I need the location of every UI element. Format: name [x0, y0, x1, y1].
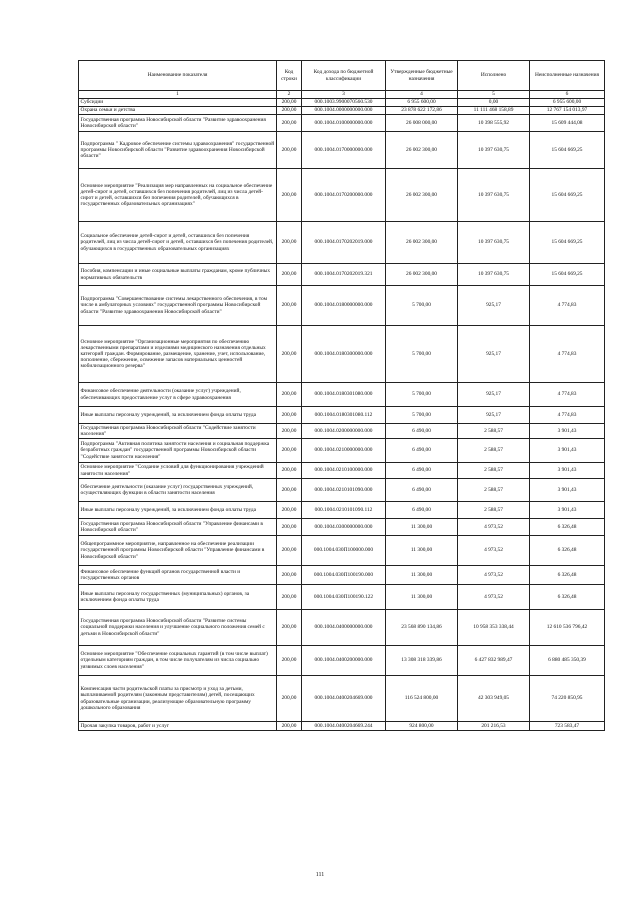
row-name-cell: Субсидии — [79, 99, 277, 107]
row-approved-cell: 6 490,00 — [386, 479, 458, 502]
row-income-code-cell: 000.1004.0170202019.321 — [302, 264, 386, 286]
row-name-cell: Компенсация части родительской платы за присмотр и уход за детьми, выплачиваемой родителям (законным представителям) детей, посещающих образовательные организации, реализующие образовательную программу дошкольного образования — [79, 676, 277, 722]
table-row — [79, 326, 605, 383]
row-name-cell: Государственная программа Новосибирской области "Управление финансами в Новосибирской области" — [79, 519, 277, 536]
row-approved-cell: 924 800,00 — [386, 722, 458, 731]
row-name-cell: Иные выплаты персоналу учреждений, за исключением фонда оплаты труда — [79, 502, 277, 519]
row-approved-cell: 5 700,00 — [386, 286, 458, 326]
row-executed-cell: 10 958 353 338,44 — [458, 610, 530, 646]
row-unexecuted-cell: 6 326,48 — [530, 519, 605, 536]
column-number: 6 — [530, 91, 605, 99]
row-name-cell: Пособия, компенсации и иные социальные выплаты гражданам, кроме публичных нормативных обязательств — [79, 264, 277, 286]
row-unexecuted-cell: 15 604 669,25 — [530, 132, 605, 169]
row-name-cell: Общепрограммное мероприятие, направленное на обеспечение реализации государственной программы Новосибирской области "Управление финансами в Новосибирской области" — [79, 536, 277, 566]
column-number: 4 — [386, 91, 458, 99]
row-line-code-cell: 200,00 — [277, 424, 302, 439]
row-name-cell: Охрана семьи и детства — [79, 107, 277, 115]
row-income-code-cell: 000.1004.030П100190.122 — [302, 585, 386, 610]
row-executed-cell: 2 588,57 — [458, 479, 530, 502]
table-row — [79, 536, 605, 566]
row-income-code-cell: 000.1004.0400200000.000 — [302, 646, 386, 676]
table-row — [79, 439, 605, 463]
header-approved: Утвержденные бюджетные назначения — [386, 61, 458, 91]
row-approved-cell: 26 002 300,00 — [386, 264, 458, 286]
row-line-code-cell: 200,00 — [277, 132, 302, 169]
row-approved-cell: 11 300,00 — [386, 519, 458, 536]
table-row — [79, 722, 605, 731]
row-approved-cell: 6 490,00 — [386, 424, 458, 439]
table-row — [79, 222, 605, 264]
header-unexecuted: Неисполненные назначения — [530, 61, 605, 91]
row-income-code-cell: 000.1004.0210101090.112 — [302, 502, 386, 519]
row-line-code-cell: 200,00 — [277, 383, 302, 407]
row-executed-cell: 4 973,52 — [458, 585, 530, 610]
row-name-cell: Основное мероприятие "Создание условий для функционирования учреждений занятости населения" — [79, 463, 277, 479]
row-unexecuted-cell: 12 767 154 013,97 — [530, 107, 605, 115]
row-unexecuted-cell: 3 901,43 — [530, 439, 605, 463]
column-number: 3 — [302, 91, 386, 99]
header-income-code: Код дохода по бюджетной классификации — [302, 61, 386, 91]
row-income-code-cell: 000.1004.0300000000.000 — [302, 519, 386, 536]
row-income-code-cell: 000.1004.0210000000.000 — [302, 439, 386, 463]
table-row — [79, 479, 605, 502]
row-name-cell: Основное мероприятие "Обеспечение социальных гарантий (в том числе выплат) отдельным категориям граждан, в том числе получателям из числа социально уязвимых слоев населения" — [79, 646, 277, 676]
row-unexecuted-cell: 3 901,43 — [530, 463, 605, 479]
row-income-code-cell: 000.1004.0200000000.000 — [302, 424, 386, 439]
table-row — [79, 383, 605, 407]
row-approved-cell: 23 878 622 172,86 — [386, 107, 458, 115]
row-line-code-cell: 200,00 — [277, 264, 302, 286]
row-line-code-cell: 200,00 — [277, 115, 302, 132]
row-approved-cell: 26 002 300,00 — [386, 169, 458, 222]
column-number-row — [79, 91, 605, 99]
row-income-code-cell: 000.1004.0000000000.000 — [302, 107, 386, 115]
row-line-code-cell: 200,00 — [277, 107, 302, 115]
table-row — [79, 610, 605, 646]
row-income-code-cell: 000.1004.0180301080.000 — [302, 383, 386, 407]
row-executed-cell: 925,17 — [458, 326, 530, 383]
row-income-code-cell: 000.1003.9900070560.530 — [302, 99, 386, 107]
table-row — [79, 264, 605, 286]
row-executed-cell: 10 397 630,75 — [458, 222, 530, 264]
row-unexecuted-cell: 6 955 600,00 — [530, 99, 605, 107]
row-income-code-cell: 000.1004.0210100000.000 — [302, 463, 386, 479]
row-income-code-cell: 000.1004.0170000000.000 — [302, 132, 386, 169]
page-number: 111 — [315, 872, 325, 878]
row-executed-cell: 10 397 630,75 — [458, 169, 530, 222]
row-name-cell: Основное мероприятие "Реализация мер направленных на социальное обеспечение детей-сирот и детей, оставшихся без попечения родителей, лиц из числа детей-сирот и детей, оставшихся без попечения родителей, обучающихся в государственных образовательных организациях" — [79, 169, 277, 222]
row-executed-cell: 10 398 555,92 — [458, 115, 530, 132]
row-approved-cell: 5 700,00 — [386, 383, 458, 407]
row-name-cell: Финансовое обеспечение деятельности (оказание услуг) учреждений, обеспечивающих предоставление услуг в сфере здравоохранения — [79, 383, 277, 407]
row-line-code-cell: 200,00 — [277, 502, 302, 519]
table-row — [79, 286, 605, 326]
row-name-cell: Прочая закупка товаров, работ и услуг — [79, 722, 277, 731]
row-name-cell: Основное мероприятие "Организационные мероприятия по обеспечению лекарственными препаратами и изделиями медицинского назначения отдельных категорий граждан. Формирование, размещение, хранение, учет, использование, пополнение, сбережение, освежение запасов материальных ценностей мобилизационного резерва" — [79, 326, 277, 383]
table-row — [79, 107, 605, 115]
row-executed-cell: 2 588,57 — [458, 439, 530, 463]
row-line-code-cell: 200,00 — [277, 479, 302, 502]
row-income-code-cell: 000.1004.0170200000.000 — [302, 169, 386, 222]
row-name-cell: Государственная программа Новосибирской области "Развитие системы социальной поддержки населения и улучшение социального положения семей с детьми в Новосибирской области" — [79, 610, 277, 646]
table-row — [79, 646, 605, 676]
row-approved-cell: 6 955 600,00 — [386, 99, 458, 107]
row-approved-cell: 26 002 300,00 — [386, 132, 458, 169]
column-number: 2 — [277, 91, 302, 99]
row-executed-cell: 201 216,53 — [458, 722, 530, 731]
row-unexecuted-cell: 3 901,43 — [530, 479, 605, 502]
row-unexecuted-cell: 6 326,48 — [530, 585, 605, 610]
budget-execution-table — [78, 60, 605, 731]
row-income-code-cell: 000.1004.030П100190.000 — [302, 566, 386, 585]
row-name-cell: Иные выплаты персоналу учреждений, за исключением фонда оплаты труда — [79, 407, 277, 424]
column-number: 1 — [79, 91, 277, 99]
row-line-code-cell: 200,00 — [277, 566, 302, 585]
table-row — [79, 132, 605, 169]
row-income-code-cell: 000.1004.0100000000.000 — [302, 115, 386, 132]
row-unexecuted-cell: 3 901,43 — [530, 424, 605, 439]
row-executed-cell: 10 397 630,75 — [458, 264, 530, 286]
row-name-cell: Подпрограмма "Совершенствование системы лекарственного обеспечения, в том числе в амбулаторных условиях" государственной программы Новосибирской области "Развитие здравоохранения Новосибирской области" — [79, 286, 277, 326]
row-line-code-cell: 200,00 — [277, 326, 302, 383]
row-executed-cell: 6 427 832 989,47 — [458, 646, 530, 676]
row-income-code-cell: 000.1004.0170202019.000 — [302, 222, 386, 264]
row-unexecuted-cell: 15 609 444,08 — [530, 115, 605, 132]
row-line-code-cell: 200,00 — [277, 439, 302, 463]
row-income-code-cell: 000.1004.030П100000.000 — [302, 536, 386, 566]
table-row — [79, 115, 605, 132]
row-approved-cell: 5 700,00 — [386, 326, 458, 383]
row-executed-cell: 4 973,52 — [458, 519, 530, 536]
row-line-code-cell: 200,00 — [277, 519, 302, 536]
row-unexecuted-cell: 6 326,48 — [530, 536, 605, 566]
row-executed-cell: 925,17 — [458, 286, 530, 326]
row-line-code-cell: 200,00 — [277, 169, 302, 222]
header-executed: Исполнено — [458, 61, 530, 91]
row-approved-cell: 23 568 890 134,86 — [386, 610, 458, 646]
row-line-code-cell: 200,00 — [277, 722, 302, 731]
row-unexecuted-cell: 3 901,43 — [530, 502, 605, 519]
row-line-code-cell: 200,00 — [277, 463, 302, 479]
row-name-cell: Государственная программа Новосибирской области "Развитие здравоохранения Новосибирской области" — [79, 115, 277, 132]
row-line-code-cell: 200,00 — [277, 222, 302, 264]
table-row — [79, 99, 605, 107]
row-name-cell: Финансовое обеспечение функций органов государственной власти и государственных органов — [79, 566, 277, 585]
table-row — [79, 566, 605, 585]
column-number: 5 — [458, 91, 530, 99]
row-approved-cell: 6 490,00 — [386, 463, 458, 479]
table-row — [79, 519, 605, 536]
table-row — [79, 169, 605, 222]
row-approved-cell: 11 300,00 — [386, 536, 458, 566]
row-unexecuted-cell: 12 610 536 796,42 — [530, 610, 605, 646]
row-executed-cell: 2 588,57 — [458, 463, 530, 479]
row-executed-cell: 4 973,52 — [458, 566, 530, 585]
row-line-code-cell: 200,00 — [277, 610, 302, 646]
row-unexecuted-cell: 6 326,48 — [530, 566, 605, 585]
row-approved-cell: 116 524 800,00 — [386, 676, 458, 722]
row-executed-cell: 11 111 468 158,89 — [458, 107, 530, 115]
row-unexecuted-cell: 4 774,83 — [530, 326, 605, 383]
row-income-code-cell: 000.1004.0180000000.000 — [302, 286, 386, 326]
row-unexecuted-cell: 15 604 669,25 — [530, 169, 605, 222]
row-approved-cell: 5 700,00 — [386, 407, 458, 424]
row-income-code-cell: 000.1004.0400204669.000 — [302, 676, 386, 722]
row-name-cell: Социальное обеспечение детей-сирот и детей, оставшихся без попечения родителей, лиц из числа детей-сирот и детей, оставшихся без попечения родителей, обучающихся в государственных образовательных организациях — [79, 222, 277, 264]
table-row — [79, 502, 605, 519]
row-unexecuted-cell: 4 774,83 — [530, 407, 605, 424]
row-name-cell: Государственная программа Новосибирской области "Содействие занятости населения" — [79, 424, 277, 439]
row-executed-cell: 925,17 — [458, 407, 530, 424]
row-line-code-cell: 200,00 — [277, 99, 302, 107]
row-approved-cell: 6 490,00 — [386, 439, 458, 463]
header-line-code: Код строки — [277, 61, 302, 91]
row-line-code-cell: 200,00 — [277, 407, 302, 424]
row-executed-cell: 0,00 — [458, 99, 530, 107]
header-row — [79, 61, 605, 91]
row-executed-cell: 2 588,57 — [458, 502, 530, 519]
row-name-cell: Подпрограмма "Активная политика занятости населения и социальная поддержка безработных граждан" государственной программы Новосибирской области "Содействие занятости населения" — [79, 439, 277, 463]
row-name-cell: Иные выплаты персоналу государственных (муниципальных) органов, за исключением фонда оплаты труда — [79, 585, 277, 610]
row-income-code-cell: 000.1004.0180301080.112 — [302, 407, 386, 424]
row-line-code-cell: 200,00 — [277, 585, 302, 610]
row-approved-cell: 26 008 000,00 — [386, 115, 458, 132]
row-executed-cell: 925,17 — [458, 383, 530, 407]
row-executed-cell: 4 973,52 — [458, 536, 530, 566]
row-unexecuted-cell: 4 774,83 — [530, 286, 605, 326]
row-approved-cell: 6 490,00 — [386, 502, 458, 519]
row-executed-cell: 10 397 630,75 — [458, 132, 530, 169]
table-row — [79, 463, 605, 479]
table-row — [79, 424, 605, 439]
header-indicator-name: Наименование показателя — [79, 61, 277, 91]
row-approved-cell: 11 300,00 — [386, 566, 458, 585]
row-approved-cell: 11 300,00 — [386, 585, 458, 610]
row-unexecuted-cell: 723 583,47 — [530, 722, 605, 731]
row-line-code-cell: 200,00 — [277, 536, 302, 566]
row-unexecuted-cell: 6 880 485 350,39 — [530, 646, 605, 676]
row-line-code-cell: 200,00 — [277, 676, 302, 722]
row-unexecuted-cell: 4 774,83 — [530, 383, 605, 407]
row-approved-cell: 13 308 318 339,86 — [386, 646, 458, 676]
row-unexecuted-cell: 15 604 669,25 — [530, 222, 605, 264]
row-name-cell: Подпрограмма " Кадровое обеспечение системы здравоохранения" государственной программы Новосибирской области "Развитие здравоохранения Новосибирской области" — [79, 132, 277, 169]
table-row — [79, 676, 605, 722]
row-unexecuted-cell: 15 604 669,25 — [530, 264, 605, 286]
row-approved-cell: 26 002 300,00 — [386, 222, 458, 264]
row-executed-cell: 2 588,57 — [458, 424, 530, 439]
row-unexecuted-cell: 74 220 850,95 — [530, 676, 605, 722]
row-income-code-cell: 000.1004.0400204669.244 — [302, 722, 386, 731]
row-line-code-cell: 200,00 — [277, 286, 302, 326]
row-line-code-cell: 200,00 — [277, 646, 302, 676]
table-row — [79, 585, 605, 610]
row-name-cell: Обеспечение деятельности (оказание услуг) государственных учреждений, осуществляющих функции в области занятости населения — [79, 479, 277, 502]
row-income-code-cell: 000.1004.0210101090.000 — [302, 479, 386, 502]
row-income-code-cell: 000.1004.0180300000.000 — [302, 326, 386, 383]
table-row — [79, 407, 605, 424]
row-income-code-cell: 000.1004.0400000000.000 — [302, 610, 386, 646]
row-executed-cell: 42 303 949,05 — [458, 676, 530, 722]
